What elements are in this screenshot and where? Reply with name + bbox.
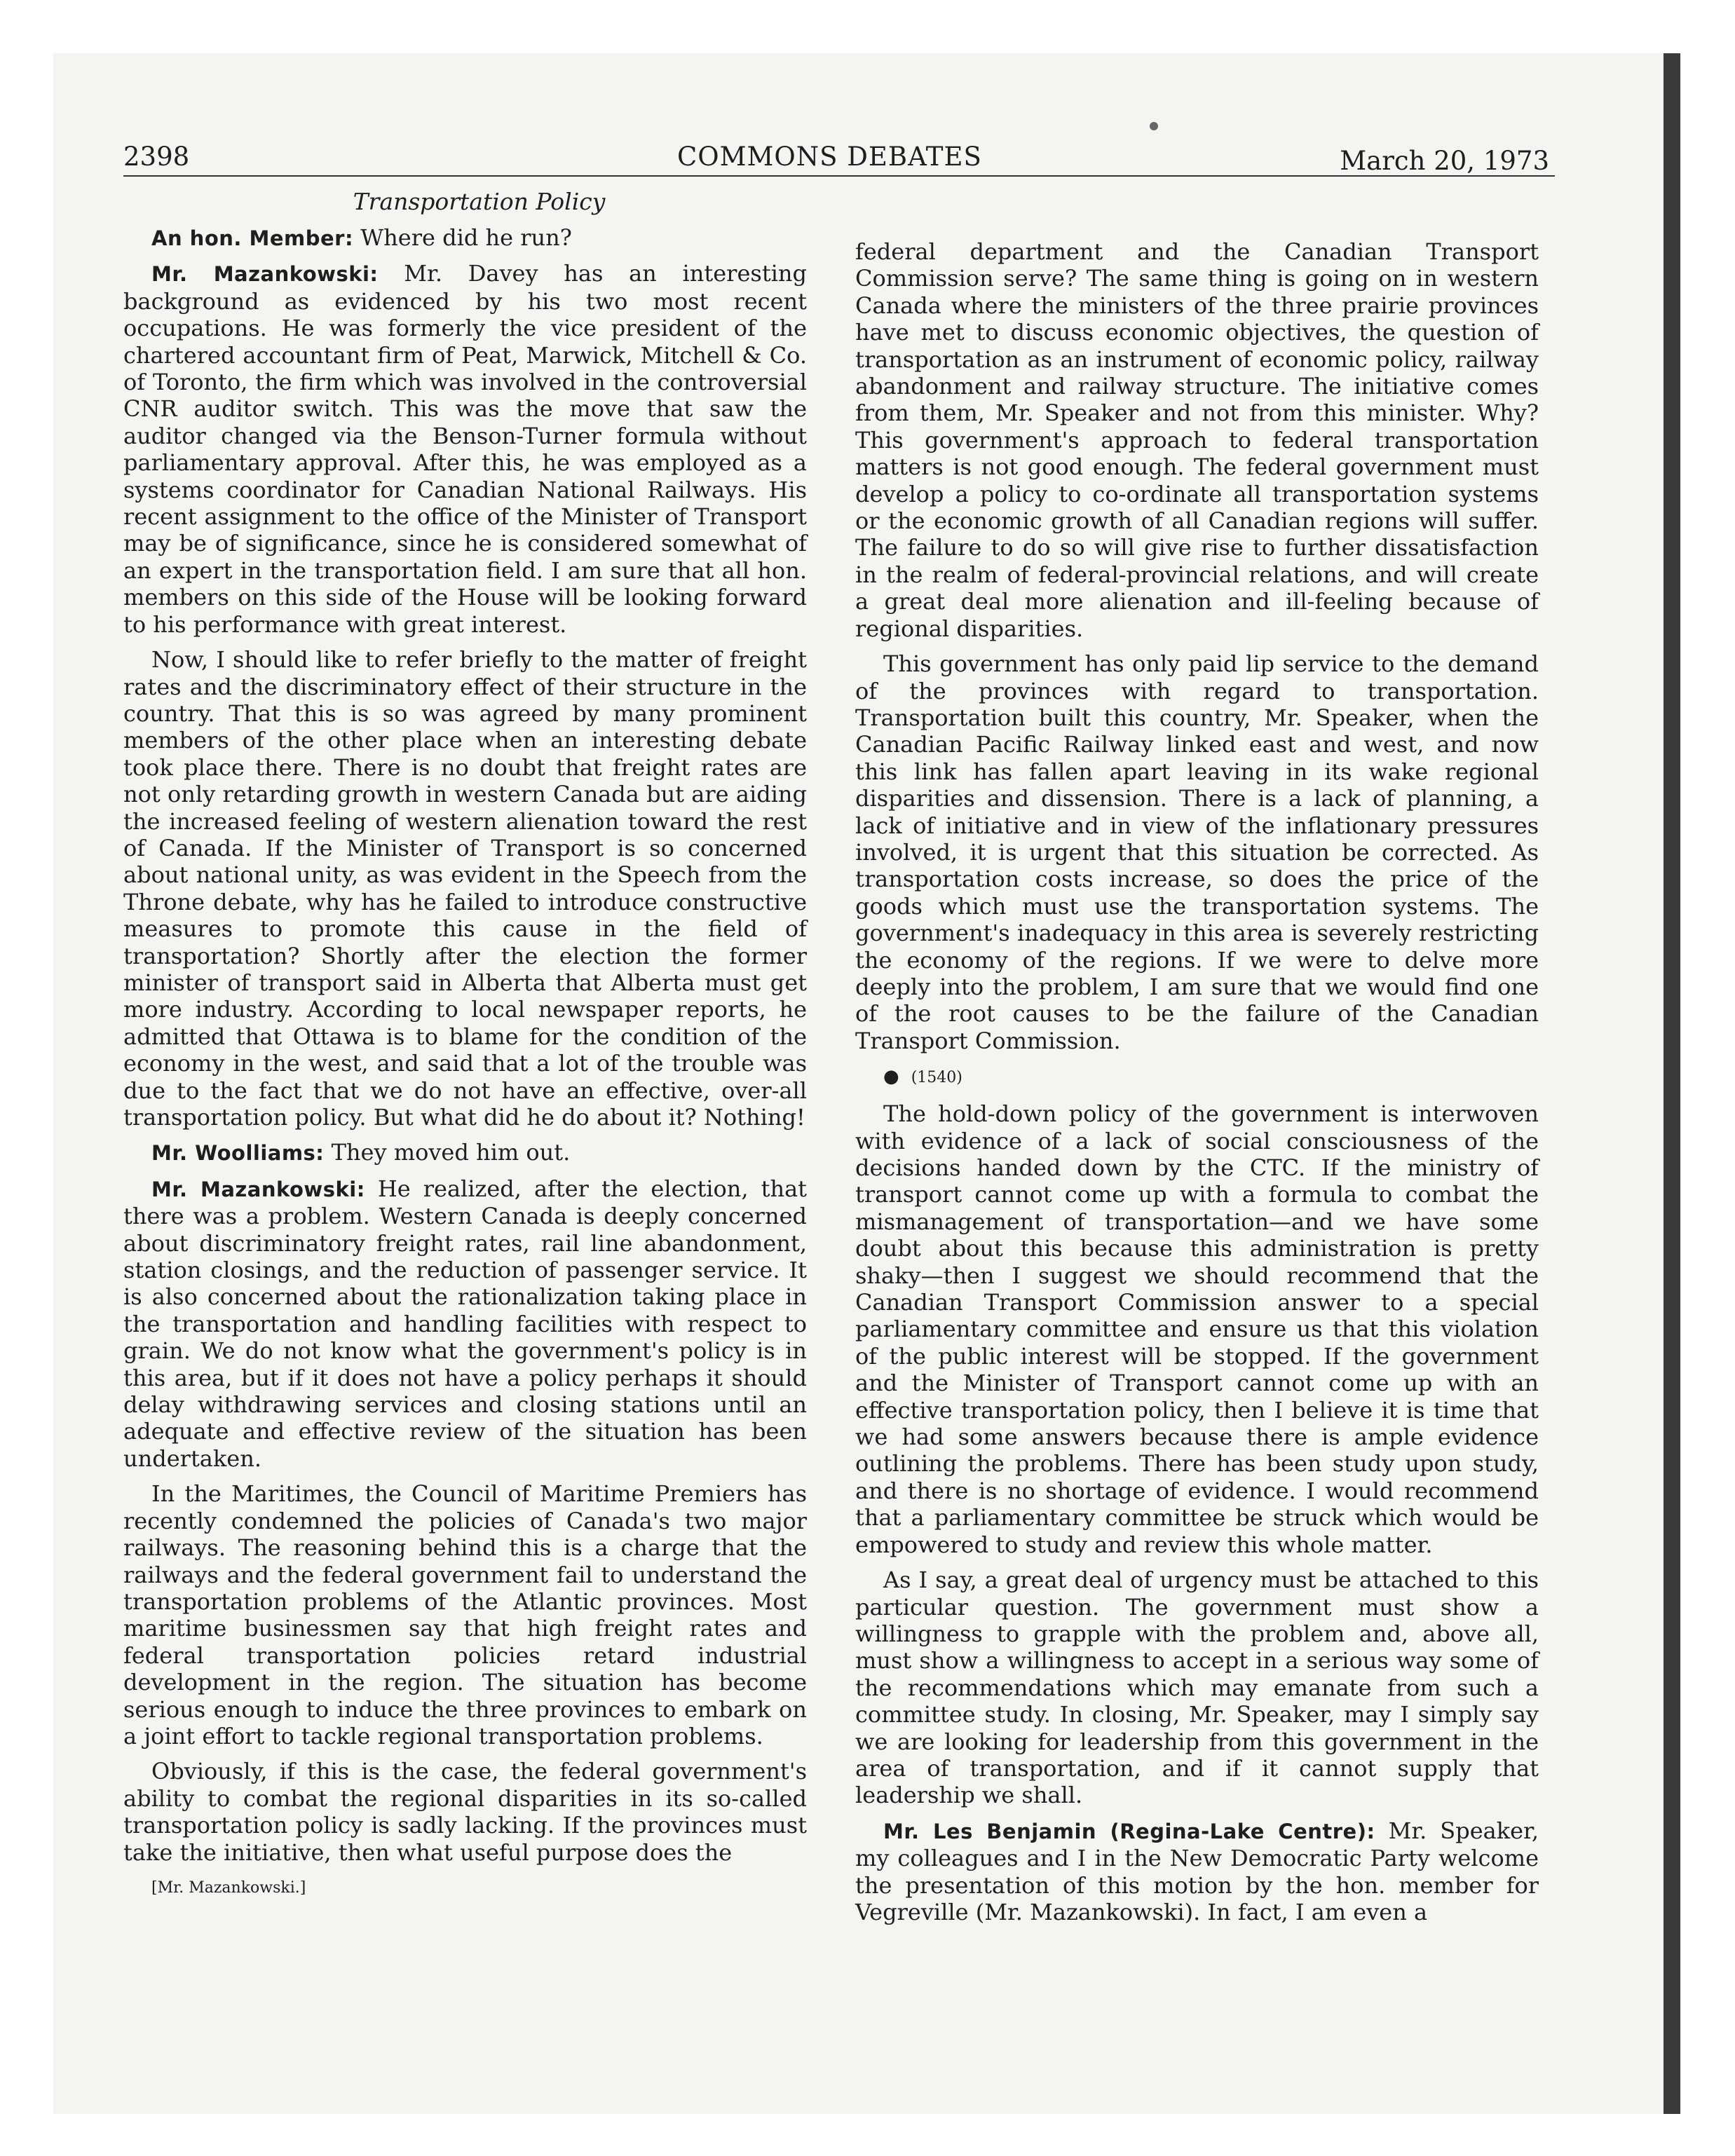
time-marker-text: (1540) xyxy=(911,1069,962,1087)
paragraph-text: Where did he run? xyxy=(360,224,572,251)
paragraph xyxy=(855,1817,1539,1926)
section-title: Transportation Policy xyxy=(353,188,606,215)
paragraph xyxy=(123,260,807,638)
speaker-name: Mr. Mazankowski: xyxy=(151,262,379,287)
paragraph xyxy=(123,224,807,252)
time-marker xyxy=(855,1063,1539,1092)
right-column xyxy=(855,238,1539,1934)
paragraph: Now, I should like to refer briefly to the matter of freight rates and the discriminatory effect of their structure in the country. That this is so was agreed by many prominent members of the other place when an interesting debate took place there. There is no doubt that freight rates are not only retarding growth in western Canada but are aiding the increased feeling of western alienation toward the rest of Canada. If the Minister of Transport is so concerned about national unity, as was evident in the Speech from the Throne debate, why has he failed to introduce constructive measures to promote this cause in the field of transportation? Shortly after the election the former minister of transport said in Alberta that Alberta must get more industry. According to local newspaper reports, he admitted that Ottawa is to blame for the condition of the economy in the west, and said that a lot of the trouble was due to the fact that we do not have an effective, over-all transportation policy. But what did he do about it? Nothing! xyxy=(123,646,807,1131)
paragraph: In the Maritimes, the Council of Maritime Premiers has recently condemned the policies of Canada's two major railways. The reasoning behind this is a charge that the railways and the federal government fail to understand the transportation problems of the Atlantic provinces. Most maritime businessmen say that high freight rates and federal transportation policies retard industrial development in the region. The situation has become serious enough to induce the three provinces to embark on a joint effort to tackle regional transportation problems. xyxy=(123,1480,807,1749)
page-header xyxy=(123,139,1555,177)
paragraph: Obviously, if this is the case, the federal government's ability to combat the regional disparities in its so-called transportation policy is sadly lacking. If the provinces must take the initiative, then what useful purpose does the xyxy=(123,1758,807,1866)
paragraph-text: They moved him out. xyxy=(331,1139,571,1166)
page-number: 2398 xyxy=(123,142,190,172)
speaker-name: An hon. Member: xyxy=(151,226,354,250)
paragraph xyxy=(123,1139,807,1166)
speaker-attribution: [Mr. Mazankowski.] xyxy=(151,1878,306,1897)
paragraph: This government has only paid lip service to the demand of the provinces with regard to transportation. Transportation built this country, Mr. Speaker, when the Canadian Pacific Railway linked east and west, and now this link has fallen apart leaving in its wake regional disparities and dissension. There is a lack of planning, a lack of initiative and in view of the inflationary pressures involved, it is urgent that this situation be corrected. As transportation costs increase, so does the price of the goods which must use the transportation systems. The government's inadequacy in this area is severely restricting the economy of the regions. If we were to delve more deeply into the problem, I am sure that we would find one of the root causes to be the failure of the Canadian Transport Commission. xyxy=(855,650,1539,1054)
paragraph-text: He realized, after the election, that there was a problem. Western Canada is deeply concerned about discriminatory freight rates, rail line abandonment, station closings, and the reduction of passenger service. It is also concerned about the rationalization taking place in the transportation and handling facilities with respect to grain. We do not know what the government's policy is in this area, but if it does not have a policy perhaps it should delay withdrawing services and closing stations until an adequate and effective review of the situation has been undertaken. xyxy=(123,1175,808,1472)
paragraph: federal department and the Canadian Transport Commission serve? The same thing is going on in western Canada where the ministers of the three prairie provinces have met to discuss economic objectives, the question of transportation as an instrument of economic policy, railway abandonment and railway structure. The initiative comes from them, Mr. Speaker and not from this minister. Why? This government's approach to federal transportation matters is not good enough. The federal government must develop a policy to co-ordinate all transportation systems or the economic growth of all Canadian regions will suffer. The failure to do so will give rise to further dissatisfaction in the realm of federal-provincial relations, and will create a great deal more alienation and ill-feeling because of regional disparities. xyxy=(855,238,1539,642)
paragraph: As I say, a great deal of urgency must be attached to this particular question. The government must show a willingness to grapple with the problem and, above all, must show a willingness to accept in a serious way some of the recommendations which may emanate from such a committee study. In closing, Mr. Speaker, may I simply say we are looking for leadership from this government in the area of transportation, and if it cannot supply that leadership we shall. xyxy=(855,1567,1539,1809)
speaker-name: Mr. Woolliams: xyxy=(151,1141,325,1166)
publication-date: March 20, 1973 xyxy=(1340,146,1549,176)
scan-edge-shadow xyxy=(1663,53,1680,2114)
left-column xyxy=(123,188,807,1911)
speaker-name: Mr. Les Benjamin (Regina-Lake Centre): xyxy=(883,1819,1375,1843)
paragraph xyxy=(123,1175,807,1472)
scan-speck xyxy=(1150,122,1158,130)
publication-title: COMMONS DEBATES xyxy=(677,142,982,172)
bullet-icon: ● xyxy=(883,1066,899,1088)
paragraph-text: Mr. Davey has an interesting background as evidenced by his two most recent occupations. He was formerly the vice president of the chartered accountant firm of Peat, Marwick, Mitchell & Co. of Toronto, the firm which was involved in the controversial CNR auditor switch. This was the move that saw the auditor changed via the Benson-Turner formula without parliamentary approval. After this, he was employed as a systems coordinator for Canadian National Railways. His recent assignment to the office of the Minister of Transport may be of significance, since he is considered somewhat of an expert in the transportation field. I am sure that all hon. members on this side of the House will be looking forward to his performance with great interest. xyxy=(123,260,808,638)
paragraph: The hold-down policy of the government is interwoven with evidence of a lack of social consciousness of the decisions handed down by the CTC. If the ministry of transport cannot come up with a formula to combat the mismanagement of transportation—and we have some doubt about this because this administration is pretty shaky—then I suggest we should recommend that the Canadian Transport Commission answer to a special parliamentary committee and ensure us that this violation of the public interest will be stopped. If the government and the Minister of Transport cannot come up with an effective transportation policy, then I believe it is time that we had some answers because there is ample evidence outlining the problems. There has been study upon study, and there is no shortage of evidence. I would recommend that a parliamentary committee be struck which would be empowered to study and review this whole matter. xyxy=(855,1100,1539,1558)
speaker-name: Mr. Mazankowski: xyxy=(151,1177,365,1201)
paragraph-text: Mr. Speaker, my colleagues and I in the New Democratic Party welcome the presentation of this motion by the hon. member for Vegreville (Mr. Mazankowski). In fact, I am even a xyxy=(855,1817,1539,1925)
